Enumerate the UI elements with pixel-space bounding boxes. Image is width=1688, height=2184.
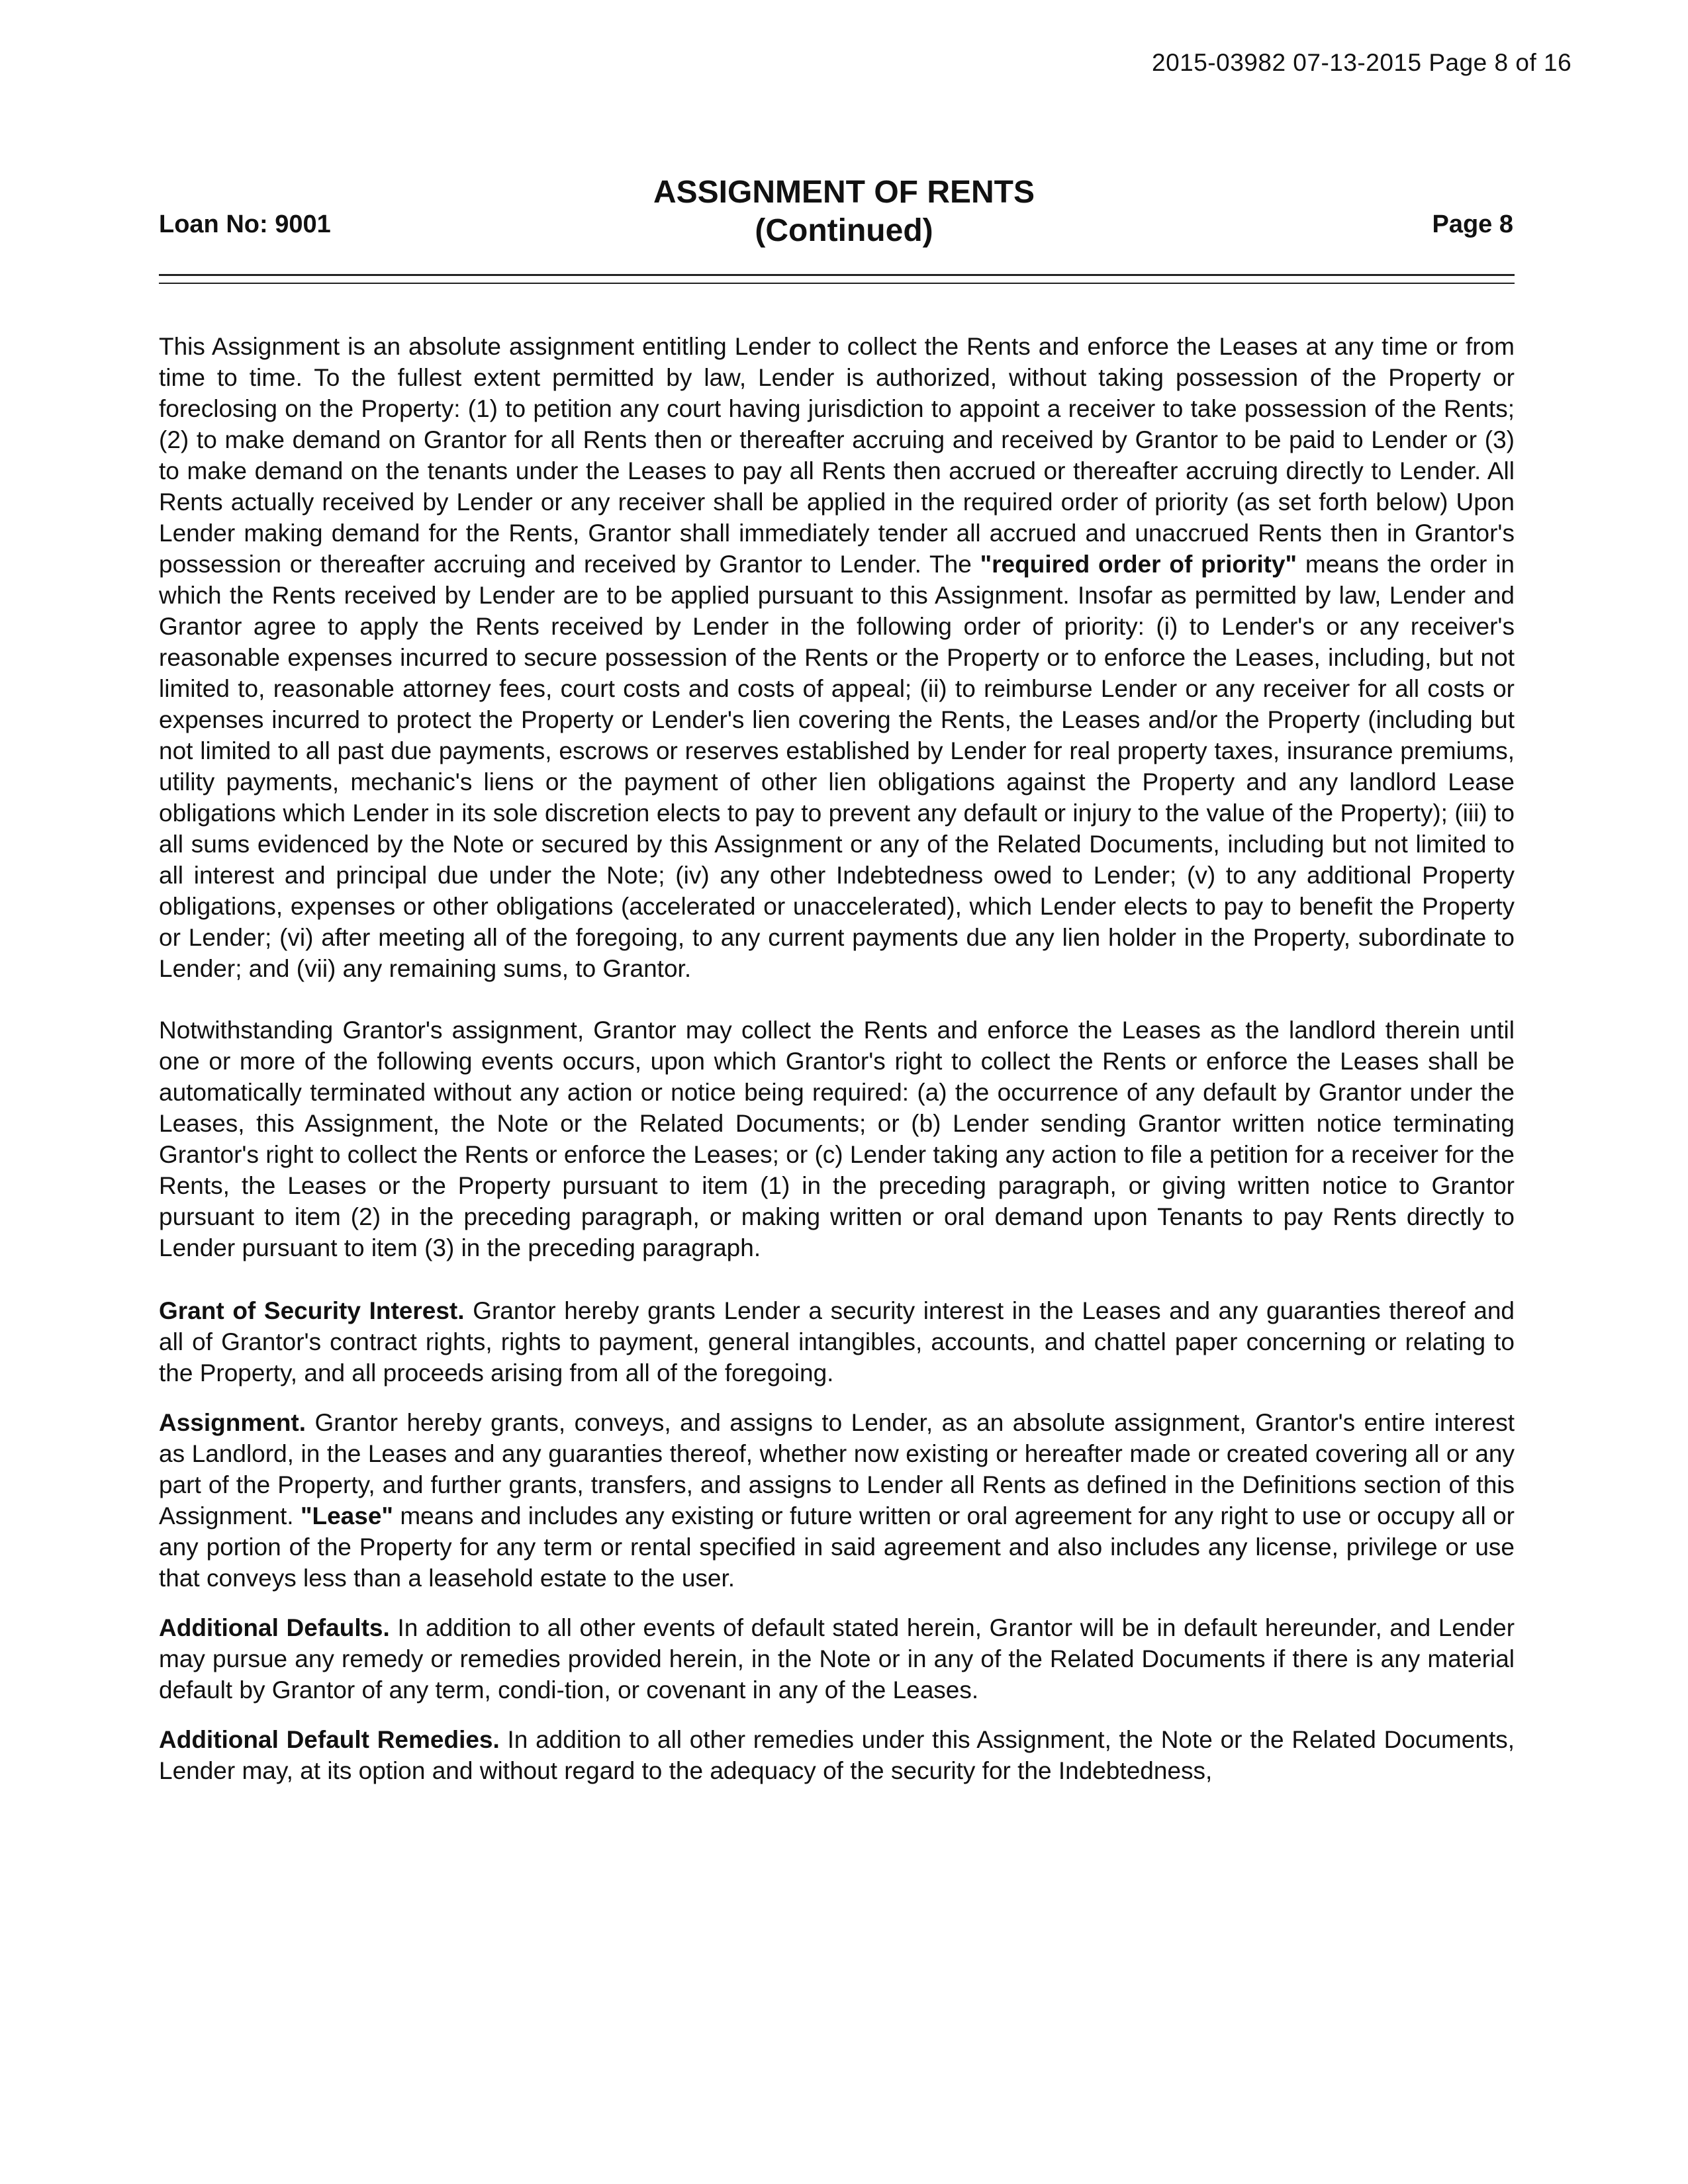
defined-term: "required order of priority" [980,551,1297,578]
section-heading: Additional Defaults. [159,1614,390,1641]
paragraph-text: Grantor hereby grants Lender a security interest in the Leases and any guaranties thereof and all of Grantor's contract rights, rights to payment, general intangibles, accounts, and chattel paper concerning or relating to the Property, and all proceeds arising from all of the foregoing. [159,1297,1515,1387]
section-heading: Grant of Security Interest. [159,1297,465,1324]
paragraph-text: In addition to all other remedies under this Assignment, the Note or the Related Documents, Lender may, at its option and without regard to the adequacy of the security for the Indebtedness, [159,1726,1515,1784]
loan-number: Loan No: 9001 [159,210,331,238]
paragraph-grant-of-security-interest [159,1295,1515,1388]
document-body [159,331,1515,1786]
defined-term: "Lease" [300,1502,393,1529]
paragraph-assignment [159,1407,1515,1594]
paragraph-text: means and includes any existing or future written or oral agreement for any right to use or occupy all or any portion of the Property for any term or rental specified in said agreement and also includes any license, privilege or use that conveys less than a leasehold estate to the user. [159,1502,1515,1592]
section-heading: Additional Default Remedies. [159,1726,500,1753]
header-rule-top [159,274,1515,276]
title-line-1: ASSIGNMENT OF RENTS [653,175,1035,210]
paragraph-grantor-collection: Notwithstanding Grantor's assignment, Grantor may collect the Rents and enforce the Leases as the landlord therein until one or more of the following events occurs, upon which Grantor's right to collect the Rents or enforce the Leases shall be automatically terminated without any action or notice being required: (a) the occurrence of any default by Grantor under the Leases, this Assignment, the Note or the Related Documents; or (b) Lender sending Grantor written notice terminating Grantor's right to collect the Rents or enforce the Leases; or (c) Lender taking any action to file a petition for a receiver for the Rents, the Leases or the Property pursuant to item (1) in the preceding paragraph, or giving written notice to Grantor pursuant to item (2) in the preceding paragraph, or making written or oral demand upon Tenants to pay Rents directly to Lender pursuant to item (3) in the preceding paragraph. [159,1017,1515,1261]
header-rule-bottom [159,283,1515,284]
page-number: Page 8 [1432,210,1513,238]
title-line-2: (Continued) [755,213,933,248]
document-title [463,173,1225,250]
paragraph-additional-defaults [159,1612,1515,1706]
paragraph-text: This Assignment is an absolute assignment entitling Lender to collect the Rents and enforce the Leases at any time or from time to time. To the fullest extent permitted by law, Lender is authorized, without taking possession of the Property or foreclosing on the Property: (1) to petition any court having jurisdiction to appoint a receiver to take possession of the Rents; (2) to make demand on Grantor for all Rents then or thereafter accruing and received by Grantor to be paid to Lender or (3) to make demand on the tenants under the Leases to pay all Rents then accrued or thereafter accruing directly to Lender. All Rents actually received by Lender or any receiver shall be applied in the required order of priority (as set forth below) Upon Lender making demand for the Rents, Grantor shall immediately tender all accrued and unaccrued Rents then in Grantor's possession or thereafter accruing and received by Grantor to Lender. The [159,333,1515,578]
paragraph-rents-assignment [159,331,1515,984]
recording-stamp: 2015-03982 07-13-2015 Page 8 of 16 [1152,49,1572,76]
paragraph-text: In addition to all other events of default stated herein, Grantor will be in default hereunder, and Lender may pursue any remedy or remedies provided herein, in the Note or in any of the Related Documents if there is any material default by Grantor of any term, condi-tion, or covenant in any of the Leases. [159,1614,1515,1704]
paragraph-additional-default-remedies [159,1724,1515,1786]
section-heading: Assignment. [159,1409,306,1436]
paragraph-text: means the order in which the Rents received by Lender are to be applied pursuant to this Assignment. Insofar as permitted by law, Lender and Grantor agree to apply the Rents received by Lender in the following order of priority: (i) to Lender's or any receiver's reasonable expenses incurred to secure possession of the Rents or the Property or to enforce the Leases, including, but not limited to, reasonable attorney fees, court costs and costs of appeal; (ii) to reimburse Lender or any receiver for all costs or expenses incurred to protect the Property or Lender's lien covering the Rents, the Leases and/or the Property (including but not limited to all past due payments, escrows or reserves established by Lender for real property taxes, insurance premiums, utility payments, mechanic's liens or the payment of other lien obligations against the Property and any landlord Lease obligations which Lender in its sole discretion elects to pay to prevent any default or injury to the value of the Property); (iii) to all sums evidenced by the Note or secured by this Assignment or any of the Related Documents, including but not limited to all interest and principal due under the Note; (iv) any other Indebtedness owed to Lender; (v) to any additional Property obligations, expenses or other obligations (accelerated or unaccelerated), which Lender elects to pay to benefit the Property or Lender; (vi) after meeting all of the foregoing, to any current payments due any lien holder in the Property, subordinate to Lender; and (vii) any remaining sums, to Grantor. [159,551,1515,982]
paragraph-text: Grantor hereby grants, conveys, and assigns to Lender, as an absolute assignment, Grantor's entire interest as Landlord, in the Leases and any guaranties thereof, whether now existing or hereafter made or created covering all or any part of the Property, and further grants, transfers, and assigns to Lender all Rents as defined in the Definitions section of this Assignment. [159,1409,1515,1529]
